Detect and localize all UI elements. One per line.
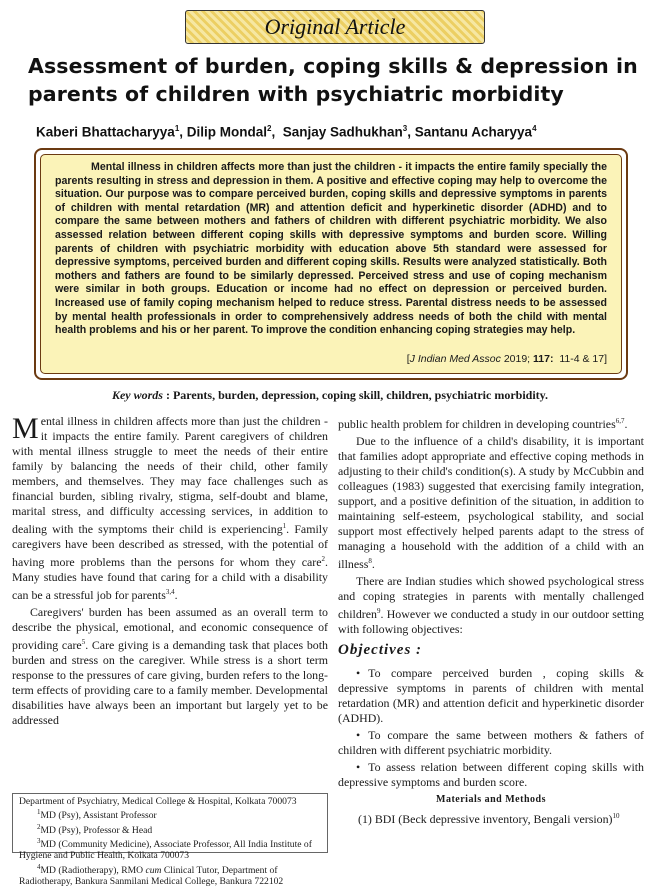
affiliation: $^2$MD (Psy), Professor & Head bbox=[37, 822, 153, 836]
author: Sanjay Sadhukhan bbox=[282, 124, 403, 140]
methods-heading: Materials and Methods bbox=[436, 793, 546, 805]
methods-item: (1) BDI (Beck depressive inventory, Bengali version)$^{10}$ bbox=[358, 811, 620, 826]
paragraph: Mental illness in children affects more than just the children - it impacts the entire family. Parent caregivers of children with mental illness struggle to meet the needs of their entire family by balancing the needs of their child, other family members, and themselves. They may face challenges such as financial burden, sibling rivalry, stigma, self-doubt and blame, marital stress, and difficulty accessing services, in addition to dealing with the symptoms their child is experiencing$^1$. Family caregivers have been described as stressed, with the potential of having more problems than the persons for whom they care$^2$. Many studies have found that caring for a child with a disability can be a stressful job for parents$^{3,4}$. bbox=[12, 412, 329, 602]
paragraph: Due to the influence of a child's disability, it is important that families adopt appropriate and effective coping methods in adjusting to their child's condition(s). A study by McCubbin and colleagues (1983) suggested that exercising family integration, support, and a positive definition of the situation, in addition to maintaining self-esteem, psychological stability, and social support most effectively helped parents adapt to the stress of managing a household with the addition of a child with an illness$^8$. bbox=[338, 433, 644, 571]
objective-item: • To compare perceived burden , coping skills & depressive symptoms in parents of children with mental retardation (MR) and attention deficit and hyperkinetic disorder (ADHD). bbox=[338, 665, 644, 725]
objectives-heading: Objectives : bbox=[338, 641, 423, 658]
keywords-line: Key words : Parents, burden, depression, coping skill, children, psychiatric morbidity. bbox=[111, 388, 549, 402]
author: Santanu Acharyya bbox=[414, 124, 533, 140]
citation: [J Indian Med Assoc 2019; 117: 11-4 & 17] bbox=[406, 353, 607, 366]
paragraph: public health problem for children in developing countries$^{6,7}$. bbox=[338, 416, 628, 431]
objective-item: • To compare the same between mothers & fathers of children with different psychiatric morbidity. bbox=[338, 727, 644, 757]
affiliation: $^4$MD (Radiotherapy), RMO cum Clinical Tutor, Department of Radiotherapy, Bankura Sanmilani Medical College, Bankura 722102 bbox=[19, 862, 284, 887]
abstract-box bbox=[34, 148, 628, 380]
affiliation: $^3$MD (Community Medicine), Associate Professor, All India Institute of Hygiene and Public Health, Kolkata 700073 bbox=[19, 836, 312, 862]
article-title: Assessment of burden, coping skills & depression in parents of children with psychiatric morbidity bbox=[28, 54, 638, 106]
article-type-label: Original Article bbox=[264, 14, 406, 39]
paragraph: Caregivers' burden has been assumed as an overall term to describe the physical, emotional, and economic consequence of providing care$^5$. Care giving is a demanding task that places both burden and stress on the caregiver. While stress is a short term response to the pressures of care giving, burden refers to the long-term effects of providing care to a family member. Developmental disabilities have always been an important but largely yet to be addressed bbox=[12, 604, 328, 727]
author-list: Kaberi Bhattacharyya$^1$, Dilip Mondal$^2$, Sanjay Sadhukhan$^3$, Santanu Acharyya$^4$ bbox=[36, 124, 537, 140]
paragraph: There are Indian studies which showed psychological stress and coping strategies in parents with mentally challenged children$^9$. However we conducted a study in our outdoor setting with following objectives: bbox=[338, 573, 644, 636]
abstract-text: Mental illness in children affects more than just the children - it impacts the entire family specially the parents resulting in stress and depression in them. A positive and effective coping may help to overcome the situation. Our purpose was to compare perceived burden, coping skills and depressive symptoms in parents of children with mental retardation (MR) and attention deficit and hyperkinetic disorder (ADHD) and to compare the same between mothers and fathers of children with different psychiatric morbidity. We also assessed relation between different coping skills with depressive symptoms and burden score. Willing parents of children with psychiatric morbidity with education above 5th standard were assessed for depressive symptoms, perceived burden and different coping skills. Results were analyzed statistically. Both mothers and fathers are found to be similarly depressed. Perceived stress and use of coping mechanism were similar in both groups. Education or income had no effect on depression or perceived burden. Increased use of family coping mechanism helped to reduce stress. Parental distress needs to be assessed by mental health professionals in order to comprehensively address needs of both the child with mental health problems and his or her parent. To improve the condition enhancing coping strategies may help. bbox=[55, 161, 607, 337]
author: Dilip Mondal bbox=[186, 124, 268, 140]
article-type-banner bbox=[185, 10, 485, 44]
affiliation-dept: Department of Psychiatry, Medical College & Hospital, Kolkata 700073 bbox=[19, 796, 297, 807]
drop-cap: M bbox=[12, 412, 39, 445]
objective-item: • To assess relation between different coping skills with depressive symptoms and burden score. bbox=[338, 759, 644, 789]
affiliations-box bbox=[12, 793, 328, 887]
author: Kaberi Bhattacharyya bbox=[36, 124, 175, 140]
keywords-label: Key words bbox=[111, 388, 163, 402]
body-column-right bbox=[338, 414, 644, 827]
affiliation: $^1$MD (Psy), Assistant Professor bbox=[37, 808, 157, 822]
keywords-text: Parents, burden, depression, coping skill, children, psychiatric morbidity. bbox=[172, 388, 549, 402]
body-column-left bbox=[12, 414, 328, 730]
